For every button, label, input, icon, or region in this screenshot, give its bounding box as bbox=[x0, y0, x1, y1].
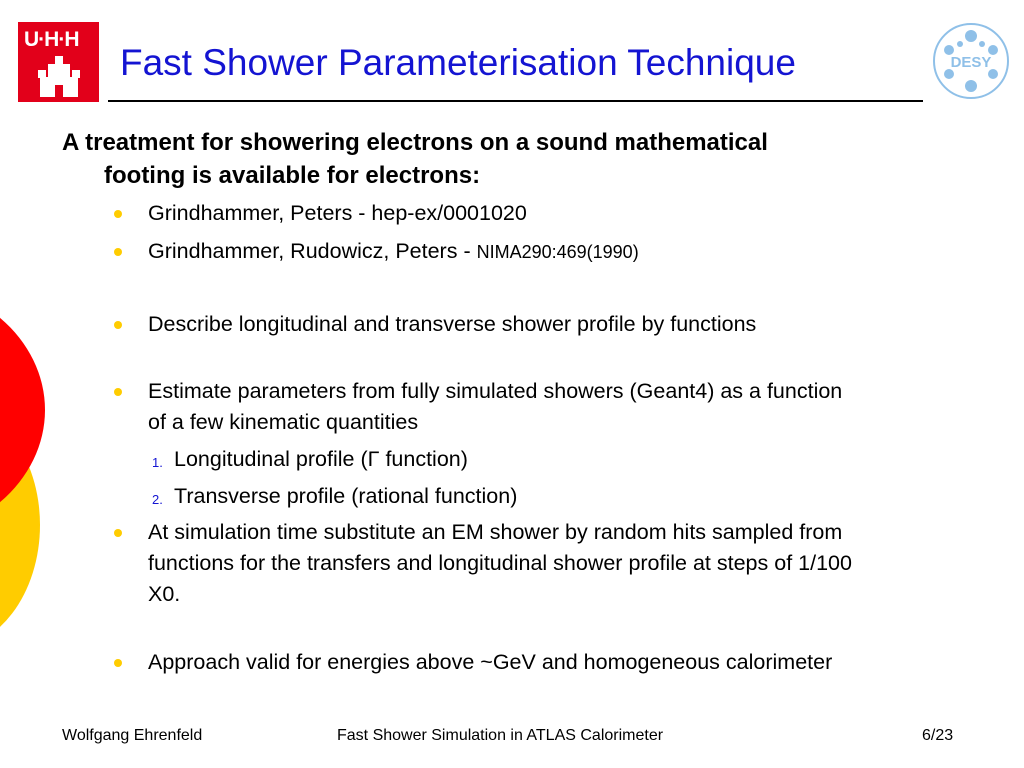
bullet-1: Grindhammer, Peters - hep-ex/0001020 bbox=[148, 201, 527, 225]
footer-page-number: 6/23 bbox=[922, 727, 954, 744]
sub-item-2: Transverse profile (rational function) bbox=[174, 484, 518, 508]
uhh-logo bbox=[18, 22, 99, 102]
title-divider bbox=[108, 100, 923, 102]
bullet-dot bbox=[114, 659, 122, 667]
intro-line-1: A treatment for showering electrons on a sound mathematical bbox=[62, 129, 768, 156]
intro-text bbox=[62, 126, 962, 192]
desy-logo-text: DESY bbox=[950, 54, 992, 71]
intro-line-2: footing is available for electrons: bbox=[104, 162, 481, 189]
sub-item-number: 1. bbox=[152, 455, 163, 470]
bullet-2 bbox=[148, 236, 998, 268]
bullet-dot bbox=[114, 529, 122, 537]
bullet-4 bbox=[148, 376, 998, 438]
uhh-logo-text: U·H·H bbox=[24, 28, 79, 51]
desy-logo bbox=[932, 22, 1010, 100]
bullet-dot bbox=[114, 388, 122, 396]
bullet-4-line-2: of a few kinematic quantities bbox=[148, 410, 419, 434]
bullet-6: Approach valid for energies above ~GeV and homogeneous calorimeter bbox=[148, 650, 833, 674]
bullet-3: Describe longitudinal and transverse shower profile by functions bbox=[148, 312, 757, 336]
sub-item-number: 2. bbox=[152, 492, 163, 507]
bullet-4-line-1: Estimate parameters from fully simulated showers (Geant4) as a function bbox=[148, 379, 843, 403]
footer-talk-title: Fast Shower Simulation in ATLAS Calorimeter bbox=[337, 727, 664, 744]
bullet-2-reference: NIMA290:469(1990) bbox=[476, 242, 639, 262]
bullet-dot bbox=[114, 321, 122, 329]
bullet-dot bbox=[114, 248, 122, 256]
bullet-5 bbox=[148, 517, 998, 610]
bullet-5-line-3: X0. bbox=[148, 582, 181, 606]
bullet-2-main: Grindhammer, Rudowicz, Peters - bbox=[148, 239, 477, 263]
castle-icon bbox=[18, 22, 99, 102]
slide-title: Fast Shower Parameterisation Technique bbox=[120, 42, 796, 83]
bullet-dot bbox=[114, 210, 122, 218]
footer-author: Wolfgang Ehrenfeld bbox=[62, 727, 203, 744]
bullet-5-line-2: functions for the transfers and longitudinal shower profile at steps of 1/100 bbox=[148, 551, 852, 575]
desy-emblem-icon bbox=[932, 22, 1010, 100]
bullet-5-line-1: At simulation time substitute an EM shower by random hits sampled from bbox=[148, 520, 843, 544]
sub-item-1: Longitudinal profile (Γ function) bbox=[174, 447, 468, 471]
